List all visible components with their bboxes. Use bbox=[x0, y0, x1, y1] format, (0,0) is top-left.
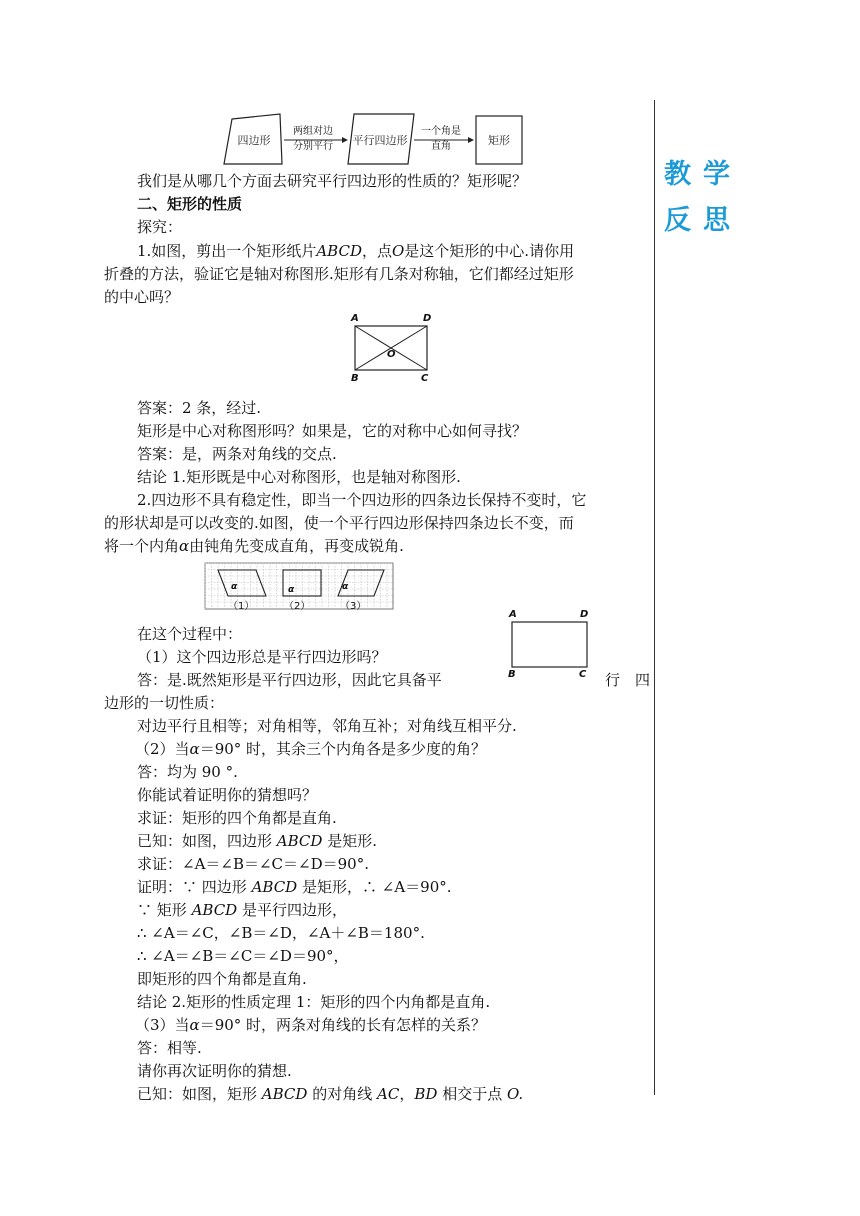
given-2 bbox=[104, 1083, 523, 1106]
sub-answer-1a: 答：是.既然矩形是平行四边形，因此它具备平 bbox=[137, 671, 442, 689]
symbol-o: O bbox=[391, 242, 405, 260]
flow-arrow2-top-label: 一个角是 bbox=[421, 126, 461, 137]
proof-line4: ∴ ∠A＝∠B＝∠C＝∠D＝90°， bbox=[137, 947, 349, 965]
answer2: 答案：是，两条对角线的交点. bbox=[137, 445, 337, 463]
flow-arrow2-bottom-label: 直角 bbox=[431, 141, 451, 152]
sub-question-1: （1）这个四边形总是平行四边形吗？ bbox=[137, 648, 387, 666]
symbol-alpha: α bbox=[179, 537, 190, 555]
text-run: 是矩形. bbox=[327, 832, 377, 850]
center-label-o: O bbox=[387, 349, 396, 360]
sub-answer-2: 答：均为 90 °. bbox=[137, 763, 238, 781]
text-run: ， bbox=[399, 1085, 415, 1103]
sub-answer-1d: 对边平行且相等；对角相等，邻角互补；对角线互相平分. bbox=[137, 717, 517, 735]
symbol-abcd: ABCD bbox=[316, 242, 362, 260]
symbol-abcd: ABCD bbox=[251, 878, 298, 896]
flow-arrow1-top-label: 两组对边 bbox=[293, 126, 333, 137]
symbol-abcd: ABCD bbox=[276, 832, 323, 850]
prove-again: 请你再次证明你的猜想. bbox=[137, 1062, 292, 1080]
text-run: ，点 bbox=[361, 242, 392, 260]
symbol-o: O. bbox=[506, 1085, 524, 1103]
vertex-label-a: A bbox=[351, 313, 359, 324]
teaching-reflection-title: 教学反思 bbox=[664, 159, 742, 236]
symbol-abcd: ABCD bbox=[191, 901, 238, 919]
problem1-line3: 的中心吗？ bbox=[104, 288, 180, 306]
section-heading: 二、矩形的性质 bbox=[137, 195, 243, 213]
explore-label: 探究： bbox=[137, 218, 183, 236]
rect2-label-a: A bbox=[509, 609, 517, 620]
text-run: 1.如图，剪出一个矩形纸片 bbox=[137, 242, 317, 260]
grid-alpha-label-2: α bbox=[288, 585, 295, 595]
text-run: 由钝角先变成直角，再变成锐角. bbox=[189, 537, 404, 555]
guess-prompt: 你能试着证明你的猜想吗？ bbox=[137, 786, 318, 804]
text-run: 已知：如图，矩形 bbox=[137, 1085, 258, 1103]
symbol-alpha: α bbox=[189, 1016, 200, 1034]
problem1-line2: 折叠的方法，验证它是轴对称图形.矩形有几条对称轴，它们都经过矩形 bbox=[104, 265, 574, 283]
rect2-label-d: D bbox=[580, 609, 589, 620]
grid-label-3: （3） bbox=[340, 601, 367, 612]
text-run: 证明：∵ 四边形 bbox=[137, 878, 247, 896]
given-1 bbox=[104, 830, 377, 853]
text-run: 是矩形，∴ ∠A＝90°. bbox=[301, 878, 452, 896]
symbol-bd: BD bbox=[414, 1085, 438, 1103]
to-prove: 求证：∠A＝∠B＝∠C＝∠D＝90°. bbox=[137, 855, 369, 873]
proof-line3: ∴ ∠A＝∠C，∠B＝∠D，∠A＋∠B＝180°. bbox=[137, 924, 425, 942]
conclusion2: 结论 2.矩形的性质定理 1：矩形的四个内角都是直角. bbox=[137, 993, 491, 1011]
grid-label-1: （1） bbox=[228, 601, 255, 612]
intro-question: 我们是从哪几个方面去研究平行四边形的性质的？矩形呢？ bbox=[137, 172, 528, 190]
proof-line1 bbox=[104, 876, 452, 899]
text-run: 相交于点 bbox=[442, 1085, 503, 1103]
proof-conclusion: 即矩形的四个角都是直角. bbox=[137, 970, 307, 988]
text-run: ＝90° 时，其余三个内角各是多少度的角？ bbox=[199, 740, 487, 758]
prove-statement: 求证：矩形的四个角都是直角. bbox=[137, 809, 337, 827]
text-run: （3）当 bbox=[135, 1016, 190, 1034]
rect2-label-b: B bbox=[508, 669, 516, 680]
flow-node-quadrilateral: 四边形 bbox=[237, 134, 271, 147]
question2: 矩形是中心对称图形吗？如果是，它的对称中心如何寻找？ bbox=[137, 422, 528, 440]
vertex-label-b: B bbox=[351, 373, 359, 384]
conclusion1: 结论 1.矩形既是中心对称图形，也是轴对称图形. bbox=[137, 468, 461, 486]
text-run: 已知：如图，四边形 bbox=[137, 832, 273, 850]
grid-alpha-label: α bbox=[231, 582, 238, 592]
proof-line2 bbox=[104, 899, 347, 922]
text-run: 的对角线 bbox=[312, 1085, 373, 1103]
text-run: 是平行四边形， bbox=[241, 901, 347, 919]
sub-answer-3: 答：相等. bbox=[137, 1039, 202, 1057]
problem2-line2: 的形状却是可以改变的.如图，使一个平行四边形保持四条边长不变，而 bbox=[104, 514, 574, 532]
flow-node-rectangle: 矩形 bbox=[488, 134, 510, 147]
symbol-abcd: ABCD bbox=[261, 1085, 308, 1103]
answer1: 答案：2 条，经过. bbox=[137, 399, 262, 417]
symbol-ac: AC bbox=[377, 1085, 400, 1103]
vertex-label-d: D bbox=[423, 313, 432, 324]
vertex-label-c: C bbox=[421, 373, 429, 384]
problem2-line1: 2.四边形不具有稳定性，即当一个四边形的四条边长保持不变时，它 bbox=[137, 491, 587, 509]
rect2-label-c: C bbox=[579, 669, 587, 680]
text-run: 是这个矩形的中心.请你用 bbox=[404, 242, 575, 260]
grid-label-2: （2） bbox=[284, 601, 311, 612]
symbol-alpha: α bbox=[189, 740, 200, 758]
sub-answer-1b: 行 四 bbox=[605, 671, 651, 689]
grid-alpha-label-3: α bbox=[342, 582, 349, 592]
in-process: 在这个过程中： bbox=[137, 625, 243, 643]
flow-node-parallelogram: 平行四边形 bbox=[352, 134, 408, 147]
text-run: ∵ 矩形 bbox=[137, 901, 187, 919]
flow-arrow1-bottom-label: 分别平行 bbox=[293, 141, 333, 152]
sub-question-3 bbox=[104, 1014, 486, 1037]
text-run: （2）当 bbox=[135, 740, 190, 758]
sub-question-2 bbox=[104, 738, 486, 761]
text-run: ＝90° 时，两条对角线的长有怎样的关系？ bbox=[199, 1016, 487, 1034]
sub-answer-1c: 边形的一切性质： bbox=[104, 694, 225, 712]
text-run: 将一个内角 bbox=[104, 537, 180, 555]
